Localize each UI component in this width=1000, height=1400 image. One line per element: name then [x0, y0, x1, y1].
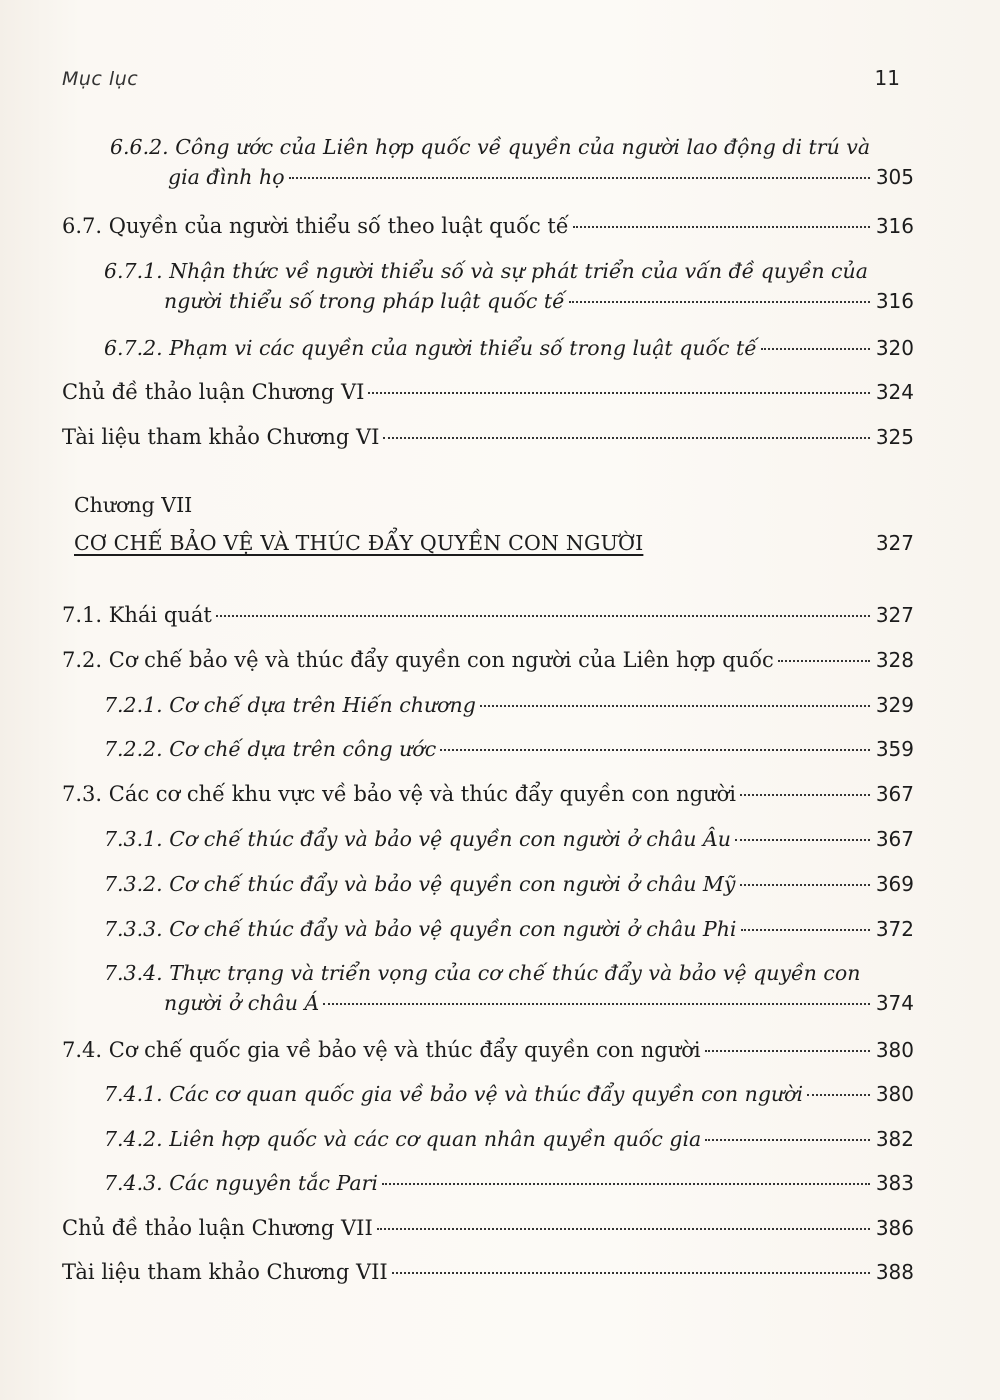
- dot-leader: [741, 929, 870, 931]
- page-number: 11: [874, 66, 900, 90]
- toc-entry-7-1[interactable]: [62, 600, 914, 630]
- dot-leader: [705, 1050, 870, 1052]
- toc-entry-label: Tài liệu tham khảo Chương VII: [62, 1260, 388, 1284]
- chapter-title: CƠ CHẾ BẢO VỆ VÀ THÚC ĐẨY QUYỀN CON NGƯỜI: [74, 531, 644, 555]
- dot-leader: [807, 1094, 870, 1096]
- toc-entry-label: 7.3.1. Cơ chế thúc đẩy và bảo vệ quyền con người ở châu Âu: [104, 827, 731, 851]
- dot-leader: [289, 177, 870, 179]
- toc-entry-label: Chủ đề thảo luận Chương VII: [62, 1216, 373, 1240]
- toc-entry-page: 386: [875, 1216, 914, 1240]
- toc-entry-label: 6.7. Quyền của người thiểu số theo luật quốc tế: [62, 214, 569, 238]
- toc-entry-6-7[interactable]: [62, 211, 914, 241]
- toc-entry-page: 367: [875, 782, 914, 806]
- toc-entry-label: 7.3.3. Cơ chế thúc đẩy và bảo vệ quyền con người ở châu Phi: [104, 917, 737, 941]
- toc-entry-label: 7.4.3. Các nguyên tắc Pari: [104, 1171, 378, 1195]
- toc-entry-page: 383: [875, 1171, 914, 1195]
- toc-entry-6-7-2[interactable]: [104, 333, 914, 363]
- dot-leader: [705, 1139, 870, 1141]
- toc-entry-discussion-vii[interactable]: [62, 1213, 914, 1243]
- toc-entry-label: Tài liệu tham khảo Chương VI: [62, 425, 380, 449]
- toc-entry-page: 329: [875, 693, 914, 717]
- toc-entry-7-2-2[interactable]: [104, 734, 914, 764]
- toc-entry-7-4-1[interactable]: [104, 1079, 914, 1109]
- toc-entry-page: 327: [875, 603, 914, 627]
- toc-entry-page: 367: [875, 827, 914, 851]
- toc-entry-label: 7.2.2. Cơ chế dựa trên công ước: [104, 737, 437, 761]
- toc-entry-page: 382: [875, 1127, 914, 1151]
- toc-entry-7-3-4[interactable]: [104, 958, 914, 1018]
- dot-leader: [377, 1228, 870, 1230]
- dot-leader: [740, 794, 870, 796]
- toc-entry-7-4-3[interactable]: [104, 1168, 914, 1198]
- dot-leader: [573, 226, 870, 228]
- dot-leader: [480, 705, 870, 707]
- toc-entry-label: 7.3. Các cơ chế khu vực về bảo vệ và thúc đẩy quyền con người: [62, 782, 736, 806]
- toc-entry-label: 7.4. Cơ chế quốc gia về bảo vệ và thúc đẩy quyền con người: [62, 1038, 701, 1062]
- toc-entry-page: 320: [875, 336, 914, 360]
- toc-entry-label: 6.7.1. Nhận thức về người thiểu số và sự phát triển của vấn đề quyền của: [104, 259, 868, 283]
- toc-entry-label: 7.3.2. Cơ chế thúc đẩy và bảo vệ quyền con người ở châu Mỹ: [104, 872, 736, 896]
- toc-entry-label-cont: gia đình họ: [168, 165, 285, 189]
- toc-entry-label: 7.2.1. Cơ chế dựa trên Hiến chương: [104, 693, 476, 717]
- toc-entry-7-3-2[interactable]: [104, 869, 914, 899]
- toc-entry-page: 305: [875, 165, 914, 189]
- toc-entry-label: 7.2. Cơ chế bảo vệ và thúc đẩy quyền con người của Liên hợp quốc: [62, 648, 774, 672]
- toc-entry-label: 6.6.2. Công ước của Liên hợp quốc về quyền của người lao động di trú và: [110, 135, 871, 159]
- toc-entry-7-3-3[interactable]: [104, 914, 914, 944]
- toc-entry-page: 316: [875, 214, 914, 238]
- toc-entry-page: 359: [875, 737, 914, 761]
- toc-entry-7-3[interactable]: [62, 779, 914, 809]
- toc-entry-page: 380: [875, 1082, 914, 1106]
- chapter-heading[interactable]: [74, 531, 914, 555]
- dot-leader: [778, 660, 870, 662]
- chapter-label: Chương VII: [74, 493, 193, 517]
- toc-entry-page: 380: [875, 1038, 914, 1062]
- toc-entry-label: 7.4.2. Liên hợp quốc và các cơ quan nhân quyền quốc gia: [104, 1127, 702, 1151]
- dot-leader: [735, 839, 870, 841]
- running-header: [62, 66, 900, 90]
- dot-leader: [368, 392, 869, 394]
- toc-entry-label-cont: người ở châu Á: [164, 991, 320, 1015]
- toc-entry-label-cont: người thiểu số trong pháp luật quốc tế: [164, 289, 565, 313]
- chapter-page: 327: [875, 531, 914, 555]
- toc-entry-label: 7.3.4. Thực trạng và triển vọng của cơ chế thúc đẩy và bảo vệ quyền con: [104, 961, 861, 985]
- toc-entry-7-2-1[interactable]: [104, 690, 914, 720]
- toc-entry-references-vi[interactable]: [62, 422, 914, 452]
- toc-entry-discussion-vi[interactable]: [62, 377, 914, 407]
- toc-entry-page: 328: [875, 648, 914, 672]
- toc-entry-7-3-1[interactable]: [104, 824, 914, 854]
- toc-entry-page: 324: [875, 380, 914, 404]
- dot-leader: [440, 749, 870, 751]
- toc-entry-label: 7.1. Khái quát: [62, 603, 212, 627]
- dot-leader: [569, 301, 870, 303]
- toc-entry-7-2[interactable]: [62, 645, 914, 675]
- toc-entry-7-4-2[interactable]: [104, 1124, 914, 1154]
- dot-leader: [740, 884, 870, 886]
- toc-entry-label: Chủ đề thảo luận Chương VI: [62, 380, 365, 404]
- toc-entry-page: 374: [875, 991, 914, 1015]
- dot-leader: [382, 1183, 870, 1185]
- toc-entry-references-vii[interactable]: [62, 1257, 914, 1287]
- dot-leader: [392, 1272, 870, 1274]
- running-header-title: Mục lục: [62, 68, 139, 90]
- toc-entry-label: 6.7.2. Phạm vi các quyền của người thiểu số trong luật quốc tế: [104, 336, 757, 360]
- toc-entry-6-7-1[interactable]: [104, 256, 914, 316]
- toc-entry-page: 372: [875, 917, 914, 941]
- dot-leader: [761, 348, 870, 350]
- toc-entry-page: 388: [875, 1260, 914, 1284]
- dot-leader: [383, 437, 869, 439]
- toc-entry-page: 316: [875, 289, 914, 313]
- toc-entry-6-6-2[interactable]: [110, 132, 914, 192]
- toc-entry-page: 369: [875, 872, 914, 896]
- toc-entry-7-4[interactable]: [62, 1035, 914, 1065]
- toc-entry-page: 325: [875, 425, 914, 449]
- dot-leader: [323, 1003, 870, 1005]
- toc-entry-label: 7.4.1. Các cơ quan quốc gia về bảo vệ và thúc đẩy quyền con người: [104, 1082, 804, 1106]
- dot-leader: [216, 615, 870, 617]
